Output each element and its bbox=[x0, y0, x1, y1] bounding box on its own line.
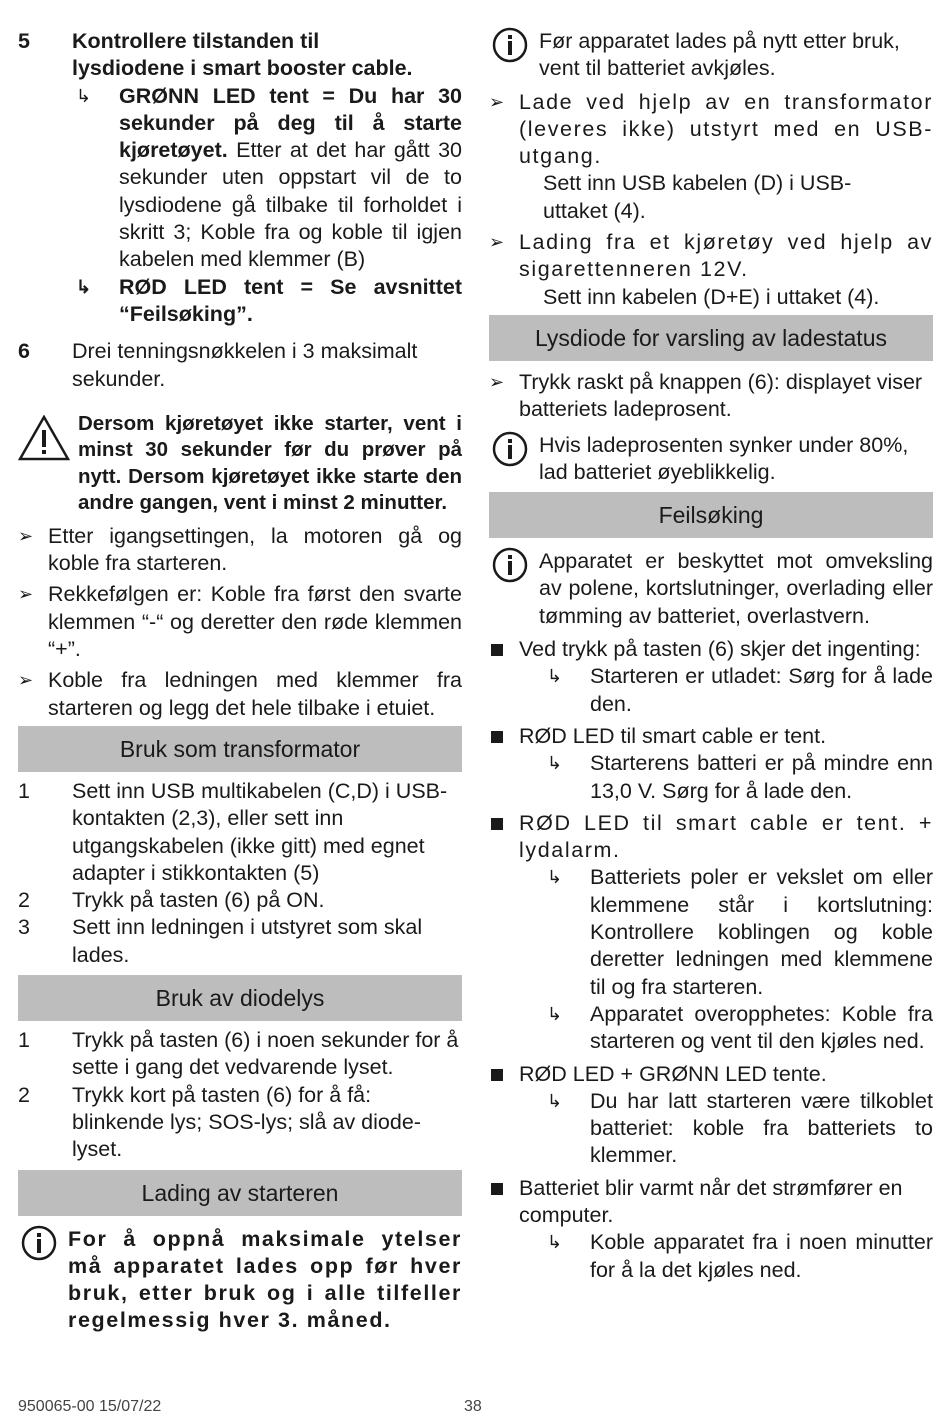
bullet-vehicle-charge bbox=[489, 229, 933, 284]
step-text: Trykk på tasten (6) i noen sekunder for å sette i gang det vedvarende lyset. bbox=[72, 1028, 459, 1080]
step-text: Trykk kort på tasten (6) for å få: blinkende lys; SOS-lys; slå av diode-lyset. bbox=[72, 1082, 421, 1162]
solution-text: Du har latt starteren være tilkoblet batteriet: koble fra batteriets to klemmer. bbox=[590, 1088, 933, 1168]
trouble-solution bbox=[489, 1088, 933, 1170]
info-text: Før apparatet lades på nytt etter bruk, vent til batteriet avkjøles. bbox=[539, 29, 900, 81]
trouble-solution bbox=[489, 1001, 933, 1056]
arrow-bullet-icon: ➢ bbox=[18, 670, 34, 691]
green-led-bold: GRØNN LED tent = Du har 30 sekunder på deg til å starte kjøretøyet. bbox=[119, 83, 462, 163]
trouble-solution bbox=[489, 750, 933, 805]
list-item bbox=[18, 1027, 462, 1082]
square-bullet-icon bbox=[491, 818, 503, 830]
step-text: Sett inn ledningen i utstyret som skal lades. bbox=[72, 915, 423, 967]
section-header-diode: Bruk av diodelys bbox=[18, 975, 462, 1021]
step-number: 5 bbox=[18, 29, 30, 53]
transformer-steps bbox=[18, 778, 462, 969]
footer-document-code: 950065-00 15/07/22 bbox=[18, 1398, 162, 1415]
warning-note bbox=[18, 411, 462, 517]
step-5-title-line1: Kontrollere tilstanden til bbox=[72, 29, 320, 53]
warning-text: Dersom kjøretøyet ikke starter, vent i minst 30 sekunder før du prøver på nytt. Dersom kjøretøyet ikke starte den andre gangen, vent i minst 2 minutter. bbox=[78, 411, 462, 515]
section-header-charging: Lading av starteren bbox=[18, 1170, 462, 1216]
bullet-3 bbox=[18, 667, 462, 722]
step-6 bbox=[18, 338, 462, 393]
warning-icon bbox=[18, 415, 70, 461]
arrow-bullet-icon: ➢ bbox=[489, 91, 505, 112]
arrow-bullet-icon: ➢ bbox=[18, 584, 34, 605]
step-text: Trykk på tasten (6) på ON. bbox=[72, 888, 325, 913]
bullet-1 bbox=[18, 523, 462, 578]
green-led-text: Etter at det har gått 30 sekunder uten oppstart vil de to lysdiodene gå tilbake til forholdet i skritt 3; Koble fra og koble til igjen kabelen med klemmer (B) bbox=[119, 138, 462, 272]
trouble-text: RØD LED til smart cable er tent. + lydalarm. bbox=[519, 810, 933, 863]
diode-steps bbox=[18, 1027, 462, 1163]
solution-text: Starteren er utladet: Sørg for å lade den. bbox=[590, 664, 933, 716]
bullet-text: Rekkefølgen er: Koble fra først den svarte klemmen “-“ og deretter den røde klemmen “+”. bbox=[48, 582, 462, 662]
info-icon bbox=[491, 430, 529, 468]
trouble-item-3 bbox=[489, 810, 933, 865]
bullet-2 bbox=[18, 581, 462, 663]
info-icon bbox=[491, 26, 529, 64]
bullet-led-status bbox=[489, 369, 933, 424]
trouble-text: Batteriet blir varmt når det strømfører en computer. bbox=[519, 1175, 903, 1227]
transformer-instruction: Sett inn USB kabelen (D) i USB-uttaket (4). bbox=[543, 171, 852, 223]
result-arrow-icon: ↳ bbox=[547, 1003, 563, 1024]
right-column bbox=[489, 28, 933, 1284]
list-item bbox=[18, 1082, 462, 1164]
section-header-led-status: Lysdiode for varsling av ladestatus bbox=[489, 315, 933, 361]
trouble-solution bbox=[489, 1229, 933, 1284]
square-bullet-icon bbox=[491, 1183, 503, 1195]
bullet-text: Lade ved hjelp av en transformator (leveres ikke) utstyrt med en USB-utgang. bbox=[519, 89, 933, 169]
bullet-text: Trykk raskt på knappen (6): displayet viser batteriets ladeprosent. bbox=[519, 369, 923, 422]
charging-info-note bbox=[18, 1226, 462, 1335]
result-arrow-icon: ↳ bbox=[547, 666, 563, 687]
solution-text: Batteriets poler er vekslet om eller klemmene står i kortslutning: Kontrollere koblingen og koble deretter ledningen med klemmene til og fra starteren. bbox=[590, 865, 933, 999]
trouble-solution bbox=[489, 663, 933, 718]
step-5-title-line2: lysdiodene i smart booster cable. bbox=[72, 56, 413, 81]
solution-text: Apparatet overopphetes: Koble fra starteren og vent til den kjøles ned. bbox=[590, 1001, 933, 1054]
footer-page-number: 38 bbox=[464, 1398, 482, 1415]
solution-text: Koble apparatet fra i noen minutter for å la det kjøles ned. bbox=[590, 1230, 933, 1282]
trouble-text: Ved trykk på tasten (6) skjer det ingenting: bbox=[519, 637, 921, 662]
bullet-transformer-charge bbox=[489, 89, 933, 171]
trouble-text: RØD LED til smart cable er tent. bbox=[519, 723, 827, 748]
arrow-bullet-icon: ➢ bbox=[489, 232, 505, 253]
step-number: 2 bbox=[18, 1082, 30, 1107]
result-arrow-icon: ↳ bbox=[76, 85, 92, 106]
square-bullet-icon bbox=[491, 731, 503, 743]
step-number: 2 bbox=[18, 888, 30, 913]
step-text: Sett inn USB multikabelen (C,D) i USB-kontakten (2,3), eller sett inn utgangskabelen (ikke gitt) med egnet adapter i stikkontakten (5) bbox=[72, 778, 448, 885]
red-led-bold: RØD LED tent = Se avsnittet “Feilsøking”. bbox=[119, 274, 462, 326]
left-column bbox=[18, 28, 462, 1335]
trouble-item-4 bbox=[489, 1061, 933, 1088]
arrow-bullet-icon: ➢ bbox=[489, 371, 505, 392]
list-item bbox=[18, 778, 462, 887]
trouble-text: RØD LED + GRØNN LED tente. bbox=[519, 1061, 827, 1086]
led-info-note bbox=[489, 432, 933, 487]
bullet-text: Koble fra ledningen med klemmer fra starteren og legg det hele tilbake i etuiet. bbox=[48, 668, 462, 720]
step-number: 6 bbox=[18, 339, 30, 364]
trouble-item-5 bbox=[489, 1175, 933, 1230]
result-arrow-icon: ↳ bbox=[547, 1232, 563, 1253]
info-icon bbox=[20, 1224, 58, 1262]
square-bullet-icon bbox=[491, 1069, 503, 1081]
step-number: 1 bbox=[18, 778, 30, 803]
arrow-bullet-icon: ➢ bbox=[18, 525, 34, 546]
info-text: Hvis ladeprosenten synker under 80%, lad batteriet øyeblikkelig. bbox=[539, 432, 909, 484]
trouble-item-2 bbox=[489, 723, 933, 750]
troubleshooting-info-note bbox=[489, 548, 933, 630]
step-6-text: Drei tenningsnøkkelen i 3 maksimalt sekunder. bbox=[72, 339, 418, 391]
trouble-solution bbox=[489, 864, 933, 1000]
section-header-troubleshooting: Feilsøking bbox=[489, 492, 933, 538]
result-arrow-icon: ↳ bbox=[547, 867, 563, 888]
square-bullet-icon bbox=[491, 644, 503, 656]
red-led-result bbox=[18, 274, 462, 329]
step-number: 1 bbox=[18, 1028, 30, 1053]
result-arrow-icon: ↳ bbox=[547, 1090, 563, 1111]
bullet-text: Etter igangsettingen, la motoren gå og koble fra starteren. bbox=[48, 523, 462, 576]
trouble-item-1 bbox=[489, 636, 933, 663]
result-arrow-icon: ↳ bbox=[76, 276, 92, 297]
info-text: For å oppnå maksimale ytelser må apparatet lades opp før hver bruk, etter bruk og i alle tilfeller regelmessig hver 3. måned. bbox=[68, 1226, 462, 1333]
result-arrow-icon: ↳ bbox=[547, 753, 563, 774]
info-icon bbox=[491, 546, 529, 584]
section-header-transformer: Bruk som transformator bbox=[18, 726, 462, 772]
vehicle-instruction: Sett inn kabelen (D+E) i uttaket (4). bbox=[543, 284, 880, 309]
solution-text: Starterens batteri er på mindre enn 13,0 V. Sørg for å lade den. bbox=[590, 751, 933, 803]
bullet-text: Lading fra et kjøretøy ved hjelp av sigarettenneren 12V. bbox=[519, 230, 933, 282]
step-5 bbox=[18, 28, 462, 83]
cooldown-info-note bbox=[489, 28, 933, 83]
list-item bbox=[18, 887, 462, 914]
info-text: Apparatet er beskyttet mot omveksling av polene, kortslutninger, overlading eller tømming av batteriet, overlastvern. bbox=[539, 549, 933, 628]
green-led-result bbox=[18, 83, 462, 274]
list-item bbox=[18, 914, 462, 969]
step-number: 3 bbox=[18, 915, 30, 940]
